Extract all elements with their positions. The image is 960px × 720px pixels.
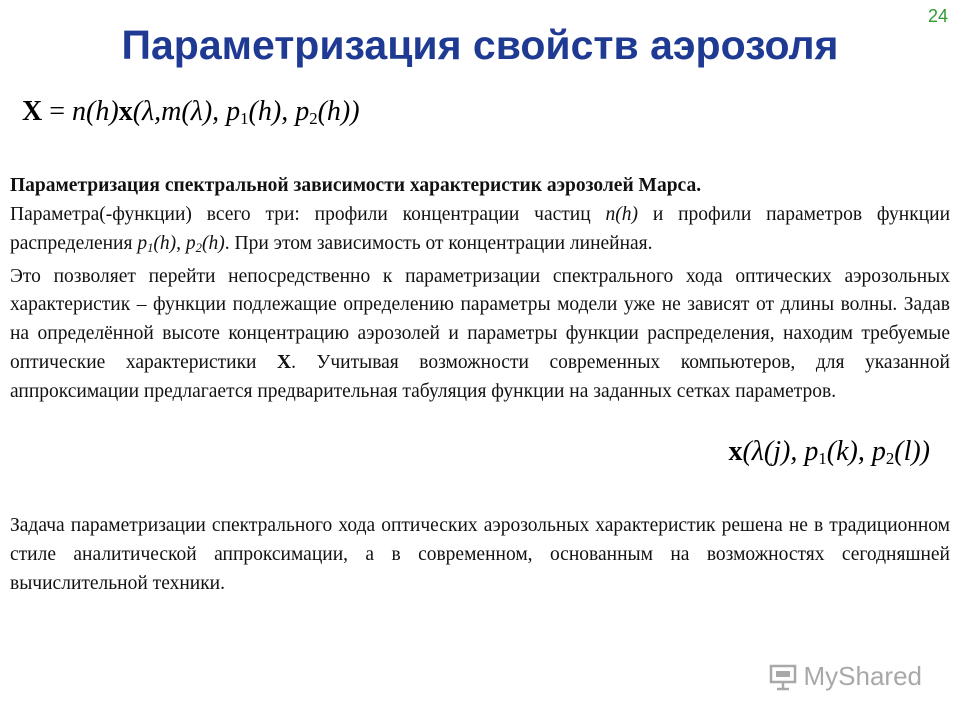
- formula-h2: (h),: [248, 96, 296, 127]
- presentation-icon: [768, 663, 798, 691]
- formula-p1: p: [226, 96, 241, 127]
- parameters-text-c: . При этом зависимость от концентрации линейная.: [224, 232, 653, 254]
- tab-l: l: [903, 436, 912, 467]
- tab-l-open: (: [894, 436, 904, 467]
- parameters-text-b: и профили параметров функции распределения: [10, 203, 950, 254]
- formula-p2: p: [295, 96, 310, 127]
- p1-h: (h),: [153, 232, 186, 254]
- formula-sub1: 1: [240, 109, 249, 129]
- tab-j: j: [773, 436, 782, 467]
- parameters-text-a: Параметра(-функции) всего три: профили концентрации частиц: [10, 203, 606, 225]
- paragraph-2: [10, 512, 950, 598]
- nh-term: n(h): [605, 203, 638, 225]
- p1-term: p: [137, 232, 148, 254]
- paragraph-heading: Параметризация спектральной зависимости характеристик аэрозолей Марса.: [10, 175, 702, 196]
- formula-h3: (h)): [317, 96, 360, 127]
- formula-m: m: [161, 96, 182, 127]
- tab-sub2: 2: [885, 449, 895, 469]
- explanation-text-b: . Учитывая возможности современных компьютеров, для указанной аппроксимации предлагается предварительная табуляция функции на заданных сетках параметров.: [10, 351, 950, 402]
- parameters-text: [10, 201, 950, 263]
- tab-open: (λ(: [742, 436, 774, 467]
- tab-k: k: [836, 436, 849, 467]
- p2-term: p: [185, 232, 196, 254]
- formula-h1: (h): [86, 96, 119, 127]
- tabulation-formula: [728, 436, 930, 469]
- formula-lam: (λ),: [181, 96, 227, 127]
- tab-x: x: [728, 436, 743, 467]
- main-formula: [22, 96, 360, 129]
- explanation-text-a: Это позволяет перейти непосредственно к параметризации спектрального хода оптических аэрозольных характеристик – функции подлежащие определению параметры модели уже не зависят от длины волны. Задав на определённой высоте концентрацию аэрозолей и параметры функции распределения, находим требуемые оптические характеристики: [10, 265, 950, 373]
- tab-k-close: ),: [848, 436, 872, 467]
- formula-n: n: [72, 96, 87, 127]
- p2-sub: 2: [195, 240, 202, 255]
- p2-h: (h): [201, 232, 225, 254]
- slide-title: Параметризация свойств аэрозоля: [121, 22, 839, 68]
- formula-args: (λ,: [132, 96, 162, 127]
- p1-sub: 1: [147, 240, 154, 255]
- paragraph-1: [10, 172, 950, 407]
- explanation-text: [10, 263, 950, 407]
- formula-eq: =: [42, 96, 73, 127]
- slide-number: 24: [927, 6, 948, 26]
- formula-X: X: [22, 96, 43, 127]
- tab-p2: p: [871, 436, 886, 467]
- tab-l-close: )): [911, 436, 930, 467]
- tab-sub1: 1: [818, 449, 827, 469]
- X-term: X: [277, 351, 292, 373]
- watermark-text: MyShared: [803, 661, 922, 691]
- conclusion-text: Задача параметризации спектрального хода оптических аэрозольных характеристик решена не в традиционном стиле аналитической аппроксимации, а в современном, основанным на возможностях сегодняшней вычислительной техники.: [10, 515, 950, 594]
- watermark-logo: [768, 661, 923, 692]
- tab-p1: p: [804, 436, 819, 467]
- formula-x: x: [118, 96, 133, 127]
- tab-k-open: (: [826, 436, 837, 467]
- formula-sub2: 2: [309, 109, 318, 129]
- tab-close1: ),: [781, 436, 805, 467]
